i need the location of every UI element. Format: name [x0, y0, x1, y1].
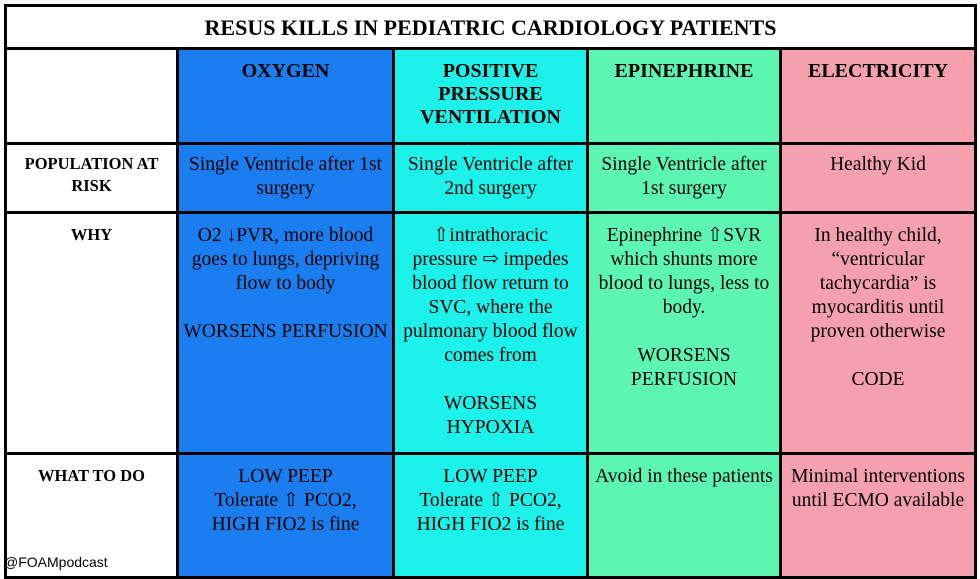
why-electricity-conclusion: CODE: [851, 369, 905, 390]
todo-ppv: [394, 454, 588, 578]
row-label-what-to-do: WHAT TO DO: [6, 454, 178, 578]
why-epinephrine-conclusion: WORSENS PERFUSION: [630, 345, 738, 390]
table-title: RESUS KILLS IN PEDIATRIC CARDIOLOGY PATIENTS: [6, 6, 976, 49]
why-ppv-conclusion: WORSENS HYPOXIA: [443, 393, 538, 438]
population-ppv: Single Ventricle after 2nd surgery: [394, 144, 588, 213]
why-electricity: [781, 213, 976, 454]
why-epinephrine: [588, 213, 781, 454]
why-ppv-text: ⇧intrathoracic pressure ⇨ impedes blood flow return to SVC, where the pulmonary blood flow comes from: [403, 225, 578, 366]
population-epinephrine: Single Ventricle after 1st surgery: [588, 144, 781, 213]
todo-epinephrine: Avoid in these patients: [588, 454, 781, 578]
todo-oxygen-line: LOW PEEP: [238, 466, 333, 487]
population-oxygen: Single Ventricle after 1st surgery: [178, 144, 394, 213]
why-epinephrine-text: Epinephrine ⇧SVR which shunts more blood to lungs, less to body.: [598, 225, 770, 318]
todo-oxygen-line: Tolerate ⇧ PCO2,: [214, 490, 357, 511]
footer-handle: @FOAMpodcast: [4, 554, 108, 570]
todo-ppv-line: Tolerate ⇧ PCO2,: [419, 490, 562, 511]
corner-cell: [6, 49, 178, 144]
todo-oxygen-line: HIGH FIO2 is fine: [211, 514, 360, 535]
column-header-electricity: ELECTRICITY: [781, 49, 976, 144]
todo-oxygen: [178, 454, 394, 578]
todo-ppv-line: HIGH FIO2 is fine: [416, 514, 565, 535]
why-ppv: [394, 213, 588, 454]
why-oxygen-conclusion: WORSENS PERFUSION: [183, 321, 388, 342]
why-oxygen-text: O2 ↓PVR, more blood goes to lungs, depriving flow to body: [191, 225, 380, 294]
todo-electricity: Minimal interventions until ECMO available: [781, 454, 976, 578]
resus-kills-table: [4, 4, 977, 579]
column-header-epinephrine: EPINEPHRINE: [588, 49, 781, 144]
row-label-population: POPULATION AT RISK: [6, 144, 178, 213]
why-oxygen: [178, 213, 394, 454]
column-header-oxygen: OXYGEN: [178, 49, 394, 144]
column-header-ppv: POSITIVE PRESSURE VENTILATION: [394, 49, 588, 144]
row-label-why: WHY: [6, 213, 178, 454]
why-electricity-text: In healthy child, “ventricular tachycardia” is myocarditis until proven otherwise: [810, 225, 946, 342]
resus-table-container: [4, 4, 974, 579]
todo-ppv-line: LOW PEEP: [443, 466, 538, 487]
population-electricity: Healthy Kid: [781, 144, 976, 213]
